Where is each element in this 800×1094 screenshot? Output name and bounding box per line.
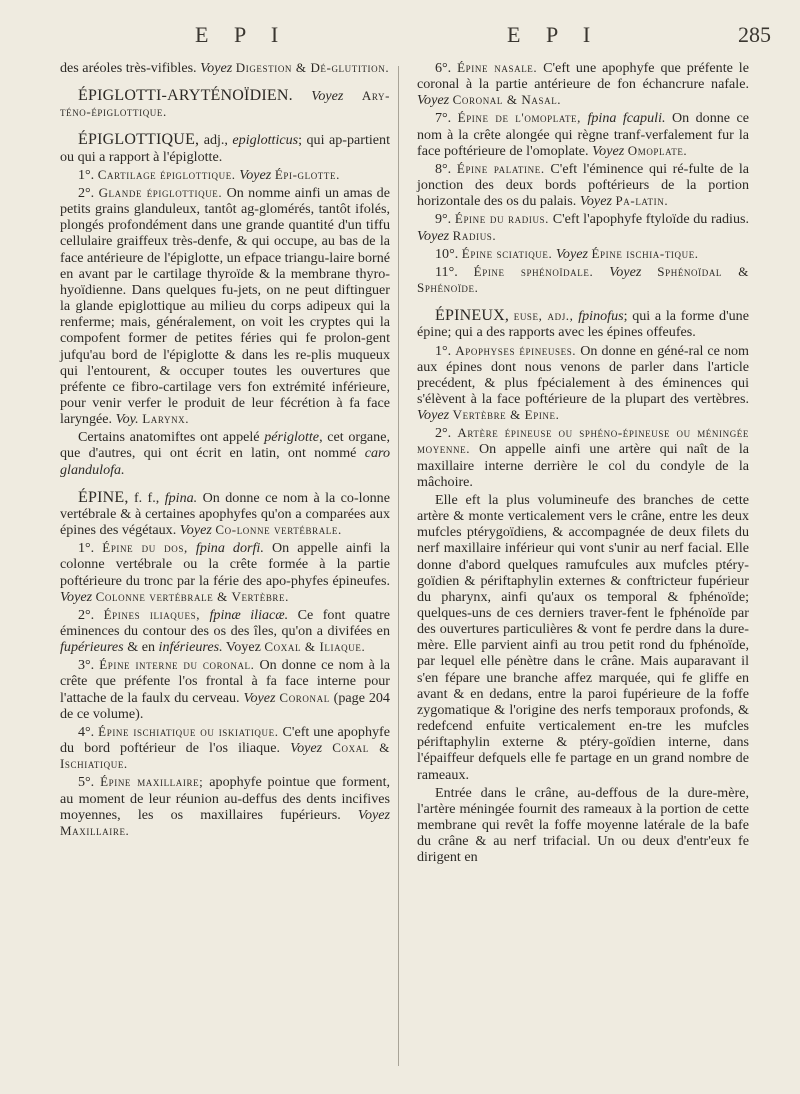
sub-entry-epine-radius: 9°. Épine du radius. C'eft l'apophyfe ftyloïde du radius. Voyez Radius. bbox=[417, 211, 750, 244]
sub-entry-epine-nasale: 6°. Épine nasale. C'eft une apophyfe que préfente le coronal à la partie antérieure de fon échancrure nafale. Voyez Coronal & Nasal. bbox=[417, 60, 749, 109]
running-head-left: E P I bbox=[195, 22, 289, 47]
page-number: 285 bbox=[738, 22, 771, 47]
paragraph-artere-course: Elle eft la plus volumineufe des branches de cette artère & monte verticalement vers le crâne, entre les deux mufcles ptérygoïdiens, & accompagnée de deux filets du nerf maxillaire inférieur qui vont s'unir au nerf facial. Elle donne d'abord quelques ramufcules aux mufcles ptéry-goïdien & périftaphylin externes & conftricteur fupérieur du pharynx, ainfi qu'aux os temporal & fphénoïde; quelques-uns de ces derniers traver-fent le fphénoïde par des ouvertures particulières & vont fe perdre dans la dure-mère. Elle parvient ainfi au trou petit rond du fphénoïde, par lequel elle pénètre dans le crâne. Mais auparavant il s'en fépare une branche affez marquée, qui fe gliffe en avant & en dedans, entre la paroi fupérieure de la foffe zygomatique & l'origine des nerfs temporaux profonds, & redefcend enfuite verticalement en-tre les mufcles périftaphylin externe & ptéry-goïdien interne, dans l'épaiffeur defquels elle fe partage en un grand nombre de rameaux. bbox=[417, 491, 749, 783]
entry-epineux: ÉPINEUX, euse, adj., fpinofus; qui a la forme d'une épine; qui a des rapports avec les épines offeufes. bbox=[417, 307, 749, 341]
paragraph-periglotte: Certains anatomiftes ont appelé périglotte, cet organe, que d'autres, qui ont écrit en latin, ont nommé caro glandulofa. bbox=[60, 429, 390, 478]
sub-entry-epine-sciatique: 10°. Épine sciatique. Voyez Épine ischia-tique. bbox=[435, 245, 699, 262]
sub-entry-cartilage: 1°. Cartilage épiglottique. Voyez Épi-glotte. bbox=[78, 166, 340, 183]
sub-entry-glande: 2°. Glande épiglottique. On nomme ainfi un amas de petits grains glanduleux, tantôt ag-glomérés, tantôt ifolés, plongés profondément dans une grande quantité d'un tiffu cellulaire graiffeux très-denfe, & qui occupe, au bas de la face antérieure de l'épiglotte, un efpace triangu-laire borné en avant par le cartilage thyroïde & la membrane thyro-hyoïdienne. Dans quelques fu-jets, on ne peut diftinguer la glande epiglottique au milieu du corps adipeux qui la renferme; mais, généralement, on voit les cryptes qui la compofent former de petites féries qui fe prolon-gent jufqu'au bord de l'épiglotte & dans les re-plis muqueux qui l'entourent, & occuper toutes les ouvertures que préfente ce fibro-cartilage vers fon extrémité inférieure, pour venir verfer le produit de leur fécrétion à fa face laryngée. Voy. Larynx. bbox=[60, 184, 390, 428]
entry-epiglotti-arytenoidien: ÉPIGLOTTI-ARYTÉNOÏDIEN. Voyez Ary-téno-épiglottique. bbox=[60, 87, 390, 120]
sub-entry-epine-coronal: 3°. Épine interne du coronal. On donne ce nom à la crête que préfente l'os frontal à fa face interne pour l'attache de la faulx du cerveau. Voyez Coronal (page 204 de ce volume). bbox=[60, 657, 391, 722]
running-head-right: E P I bbox=[507, 22, 601, 47]
right-column bbox=[417, 60, 749, 866]
sub-entry-epines-iliaques: 2°. Épines iliaques, fpinæ iliacæ. Ce font quatre éminences du contour des os des îles, qu'on a divifées en fupérieures & en inférieures. Voyez Coxal & Iliaque. bbox=[60, 606, 391, 656]
entry-epiglottique: ÉPIGLOTTIQUE, adj., epiglotticus; qui ap-partient ou qui a rapport à l'épiglotte. bbox=[60, 131, 390, 165]
sub-entry-artere-epineuse: 2°. Artère épineuse ou sphéno-épineuse ou méningée moyenne. On appelle ainfi une artère qui naît de la maxillaire interne derrière le col du condyle de la mâchoire. bbox=[417, 425, 750, 490]
paragraph-artere-crane: Entrée dans le crâne, au-deffous de la dure-mère, l'artère méningée fournit des rameaux à la portion de cette membrane qui revêt la foffe moyenne latérale de la bafe du crâne & au nerf trifacial. Un ou deux d'entr'eux fe dirigent en bbox=[417, 784, 749, 866]
sub-entry-apophyses-epineuses: 1°. Apophyses épineuses. On donne en géné-ral ce nom aux épines dont nous venons de parler dans l'article precédent, & plus fpécialement à des éminences qui s'élèvent à la face poftérieure de la plupart des vertèbres. Voyez Vertèbre & Epine. bbox=[417, 342, 750, 424]
sub-entry-epine-ischiatique: 4°. Épine ischiatique ou iskiatique. C'eft une apophyfe du bord poftérieur de l'os iliaque. Voyez Coxal & Ischiatique. bbox=[60, 723, 391, 772]
entry-epine: ÉPINE, f. f., fpina. On donne ce nom à la co-lonne vertébrale & à certaines apophyfes qu'on a comparées aux épines des végétaux. Voyez Co-lonne vertébrale. bbox=[60, 488, 390, 539]
left-column bbox=[60, 60, 390, 839]
sub-entry-epine-omoplate: 7°. Épine de l'omoplate, fpina fcapuli. On donne ce nom à la crête alongée qui règne tranf-verfalement fur la face poftérieure de l'omoplate. Voyez Omoplate. bbox=[417, 110, 749, 159]
entry-continuation: des aréoles très-vifibles. Voyez Digestion & Dé-glutition. bbox=[60, 60, 390, 76]
sub-entry-epine-sphenoidale: 11°. Épine sphénoïdale. Voyez Sphénoïdal & Sphénoïde. bbox=[417, 263, 749, 296]
sub-entry-epine-du-dos: 1°. Épine du dos, fpina dorfi. On appelle ainfi la colonne vertébrale ou la crête formée à la partie poftérieure du tronc par la férie des apo-phyfes épineufes. Voyez Colonne vertébrale & Vertèbre. bbox=[60, 540, 391, 605]
sub-entry-epine-maxillaire: 5°. Épine maxillaire; apophyfe pointue que forment, au moment de leur réunion au-deffus des dents incifives moyennes, les os maxillaires fupérieurs. Voyez Maxillaire. bbox=[60, 774, 391, 838]
column-divider bbox=[398, 66, 399, 1066]
sub-entry-epine-palatine: 8°. Épine palatine. C'eft l'éminence qui ré-fulte de la jonction des deux bords poftérieurs de la portion horizontale des os du palais. Voyez Pa-latin. bbox=[417, 160, 749, 210]
